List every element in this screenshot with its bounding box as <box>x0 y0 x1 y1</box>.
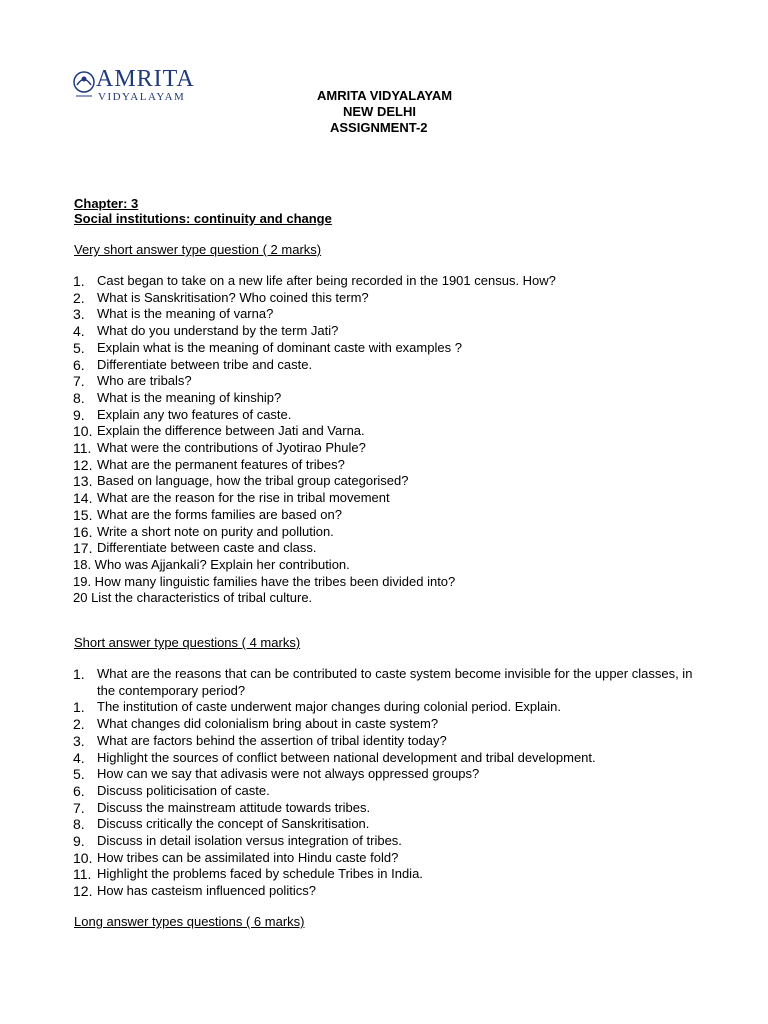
question-text: What are the permanent features of tribes? <box>97 456 345 472</box>
question-item <box>73 373 556 390</box>
question-item <box>73 816 707 833</box>
question-item: 19. How many linguistic families have the tribes been divided into? <box>73 573 456 589</box>
assignment-title: ASSIGNMENT-2 <box>330 120 428 135</box>
question-text: Cast began to take on a new life after being recorded in the 1901 census. How? <box>97 273 556 288</box>
question-number: 6. <box>73 356 85 373</box>
question-item <box>73 850 707 867</box>
question-item <box>73 750 707 767</box>
question-item <box>73 766 707 783</box>
question-text: Explain what is the meaning of dominant caste with examples ? <box>97 339 462 355</box>
chapter-title: Social institutions: continuity and change <box>74 211 332 226</box>
question-item <box>73 423 556 440</box>
question-number: 2. <box>73 716 85 733</box>
question-number: 14. <box>73 490 93 507</box>
question-text: Based on language, how the tribal group categorised? <box>97 473 409 489</box>
question-number: 10. <box>73 423 93 440</box>
question-item <box>73 866 707 883</box>
question-item <box>73 407 556 424</box>
question-item <box>73 666 707 699</box>
question-number: 12. <box>73 456 93 473</box>
question-number: 7. <box>73 373 85 390</box>
question-number: 3. <box>73 306 85 323</box>
question-number: 1. <box>73 699 85 716</box>
question-number: 8. <box>73 389 85 406</box>
question-text: What are the forms families are based on? <box>97 506 342 522</box>
question-text: Write a short note on purity and pollution. <box>97 523 334 539</box>
question-number: 17. <box>73 540 93 557</box>
very-short-question-list <box>73 273 556 607</box>
question-item <box>73 883 707 900</box>
question-item <box>73 833 707 850</box>
question-text: Discuss the mainstream attitude towards tribes. <box>97 799 371 815</box>
question-text: How can we say that adivasis were not always oppressed groups? <box>97 766 480 782</box>
school-name: AMRITA VIDYALAYAM <box>317 88 453 103</box>
chapter-number: Chapter: 3 <box>74 196 139 211</box>
question-item <box>73 699 707 716</box>
question-number: 3. <box>73 732 85 749</box>
question-item <box>73 290 556 307</box>
question-item: 18. Who was Ajjankali? Explain her contribution. <box>73 556 350 572</box>
question-item <box>73 733 707 750</box>
question-number: 9. <box>73 406 85 423</box>
question-number: 5. <box>73 339 85 356</box>
short-question-list <box>73 666 707 900</box>
question-item <box>73 357 556 374</box>
question-number: 4. <box>73 749 85 766</box>
question-text: What is the meaning of varna? <box>97 306 274 322</box>
question-text: Discuss in detail isolation versus integration of tribes. <box>97 833 402 849</box>
logo-name: AMRITA <box>96 66 195 92</box>
question-number: 1. <box>73 666 85 682</box>
question-number: 12. <box>73 883 93 900</box>
chapter-heading <box>74 196 332 226</box>
question-item <box>73 783 707 800</box>
question-text: Differentiate between caste and class. <box>97 540 317 556</box>
question-item <box>73 524 556 541</box>
question-number: 7. <box>73 799 85 816</box>
question-text: Highlight the sources of conflict between national development and tribal development. <box>97 749 596 765</box>
question-item <box>73 540 556 557</box>
school-location: NEW DELHI <box>343 104 416 119</box>
question-number: 4. <box>73 323 85 340</box>
question-text: What are the reasons that can be contributed to caste system become invisible for the upper classes, in the contemporary period? <box>97 666 693 698</box>
question-text: How tribes can be assimilated into Hindu caste fold? <box>97 849 399 865</box>
question-number: 11. <box>73 440 92 457</box>
question-number: 8. <box>73 816 85 833</box>
question-item <box>73 340 556 357</box>
question-item <box>73 273 556 290</box>
question-number: 13. <box>73 473 93 490</box>
question-number: 10. <box>73 849 93 866</box>
question-number: 11. <box>73 866 92 883</box>
question-text: Highlight the problems faced by schedule Tribes in India. <box>97 866 423 882</box>
very-short-heading: Very short answer type question ( 2 marks) <box>74 242 322 257</box>
question-text: What are the reason for the rise in tribal movement <box>97 490 390 506</box>
question-number: 1. <box>73 273 85 289</box>
question-text: Discuss politicisation of caste. <box>97 782 270 798</box>
question-number: 6. <box>73 782 85 799</box>
question-number: 9. <box>73 833 85 850</box>
question-text: Who are tribals? <box>97 373 192 389</box>
short-heading: Short answer type questions ( 4 marks) <box>74 635 301 650</box>
question-item <box>73 716 707 733</box>
question-text: The institution of caste underwent major changes during colonial period. Explain. <box>97 699 561 715</box>
logo-subtitle: VIDYALAYAM <box>98 91 186 103</box>
question-item <box>73 457 556 474</box>
school-logo <box>72 66 202 106</box>
question-item <box>73 507 556 524</box>
question-item <box>73 306 556 323</box>
question-number: 16. <box>73 523 93 540</box>
question-text: What are factors behind the assertion of tribal identity today? <box>97 732 447 748</box>
question-text: Explain the difference between Jati and Varna. <box>97 423 365 439</box>
question-text: Explain any two features of caste. <box>97 406 292 422</box>
question-item: 20 List the characteristics of tribal culture. <box>73 590 313 606</box>
question-text: How has casteism influenced politics? <box>97 883 316 899</box>
question-number: 15. <box>73 506 93 523</box>
question-item <box>73 490 556 507</box>
question-item <box>73 440 556 457</box>
long-heading: Long answer types questions ( 6 marks) <box>74 914 305 929</box>
question-number: 5. <box>73 766 85 783</box>
question-item <box>73 323 556 340</box>
question-text: What is Sanskritisation? Who coined this term? <box>97 289 369 305</box>
question-item <box>73 473 556 490</box>
question-text: Discuss critically the concept of Sanskritisation. <box>97 816 370 832</box>
question-text: What do you understand by the term Jati? <box>97 323 339 339</box>
question-item <box>73 800 707 817</box>
question-item <box>73 390 556 407</box>
question-text: Differentiate between tribe and caste. <box>97 356 313 372</box>
question-text: What is the meaning of kinship? <box>97 389 282 405</box>
question-text: What were the contributions of Jyotirao Phule? <box>97 440 366 456</box>
question-number: 2. <box>73 289 85 306</box>
question-text: What changes did colonialism bring about in caste system? <box>97 716 439 732</box>
